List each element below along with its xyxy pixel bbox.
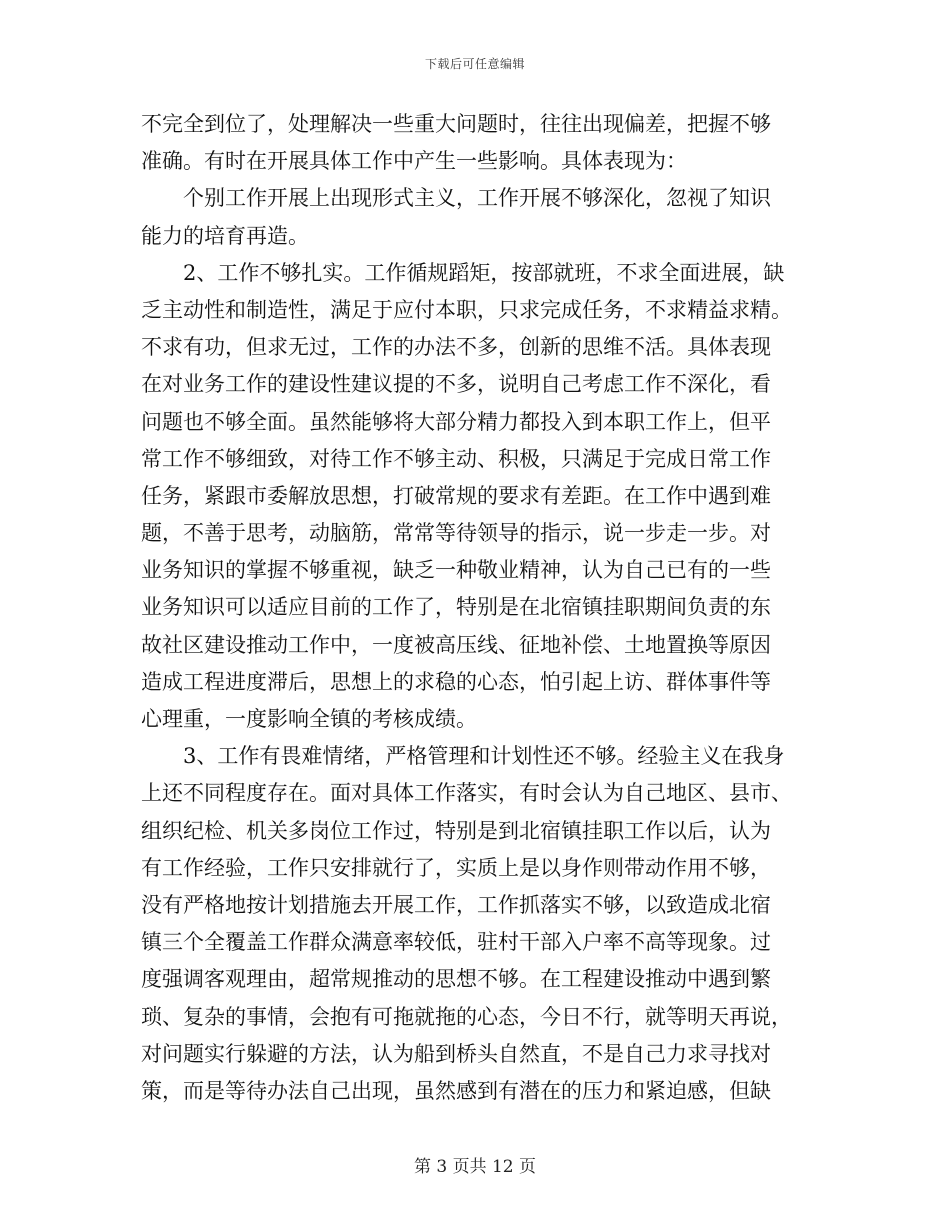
text-line: 题，不善于思考，动脑筋，常常等待领导的指示，说一步走一步。对 xyxy=(141,521,771,546)
paragraph-start-line: 3、工作有畏难情绪，严格管理和计划性还不够。经验主义在我身 xyxy=(183,744,785,769)
text-line: 问题也不够全面。虽然能够将大部分精力都投入到本职工作上，但平 xyxy=(141,409,771,434)
document-body xyxy=(141,106,811,1110)
text-line: 任务，紧跟市委解放思想，打破常规的要求有差距。在工作中遇到难 xyxy=(141,483,771,508)
text-line: 造成工程进度滞后，思想上的求稳的心态，怕引起上访、群体事件等 xyxy=(141,669,771,694)
paragraph-start-line: 2、工作不够扎实。工作循规蹈矩，按部就班，不求全面进展，缺 xyxy=(183,260,785,285)
text-line: 故社区建设推动工作中，一度被高压线、征地补偿、土地置换等原因 xyxy=(141,632,771,657)
page-header: 下载后可任意编辑 xyxy=(424,57,525,71)
text-line: 上还不同程度存在。面对具体工作落实，有时会认为自己地区、县市、 xyxy=(141,781,792,806)
text-line: 心理重，一度影响全镇的考核成绩。 xyxy=(141,707,477,731)
page-number: 第 3 页共 12 页 xyxy=(413,1157,537,1177)
text-line: 业务知识可以适应目前的工作了，特别是在北宿镇挂职期间负责的东 xyxy=(141,595,771,620)
text-line: 镇三个全覆盖工作群众满意率较低，驻村干部入户率不高等现象。过 xyxy=(141,930,771,955)
text-line: 业务知识的掌握不够重视，缺乏一种敬业精神，认为自己已有的一些 xyxy=(141,558,771,583)
text-line: 有工作经验，工作只安排就行了，实质上是以身作则带动作用不够， xyxy=(141,855,771,880)
text-line: 策，而是等待办法自己出现，虽然感到有潜在的压力和紧迫感，但缺 xyxy=(141,1078,771,1103)
text-line: 不完全到位了，处理解决一些重大问题时，往往出现偏差，把握不够 xyxy=(141,112,771,136)
text-line: 没有严格地按计划措施去开展工作，工作抓落实不够，以致造成北宿 xyxy=(141,892,771,917)
paragraph-start-line: 个别工作开展上出现形式主义，工作开展不够深化，忽视了知识 xyxy=(183,186,771,211)
text-line: 组织纪检、机关多岗位工作过，特别是到北宿镇挂职工作以后，认为 xyxy=(141,818,771,843)
text-line: 对问题实行躲避的方法，认为船到桥头自然直，不是自己力求寻找对 xyxy=(141,1041,771,1066)
text-line: 常工作不够细致，对待工作不够主动、积极，只满足于完成日常工作 xyxy=(141,446,771,471)
text-line: 度强调客观理由，超常规推动的思想不够。在工程建设推动中遇到繁 xyxy=(141,967,771,992)
text-line: 在对业务工作的建设性建议提的不多，说明自己考虑工作不深化，看 xyxy=(141,372,771,397)
text-line: 不求有功，但求无过，工作的办法不多，创新的思维不活。具体表现 xyxy=(141,335,771,360)
text-line: 能力的培育再造。 xyxy=(141,223,309,248)
text-line: 琐、复杂的事情，会抱有可拖就拖的心态，今日不行，就等明天再说， xyxy=(141,1004,792,1029)
text-line: 乏主动性和制造性，满足于应付本职，只求完成任务，不求精益求精。 xyxy=(141,297,792,322)
text-line: 准确。有时在开展具体工作中产生一些影响。具体表现为： xyxy=(141,149,687,174)
